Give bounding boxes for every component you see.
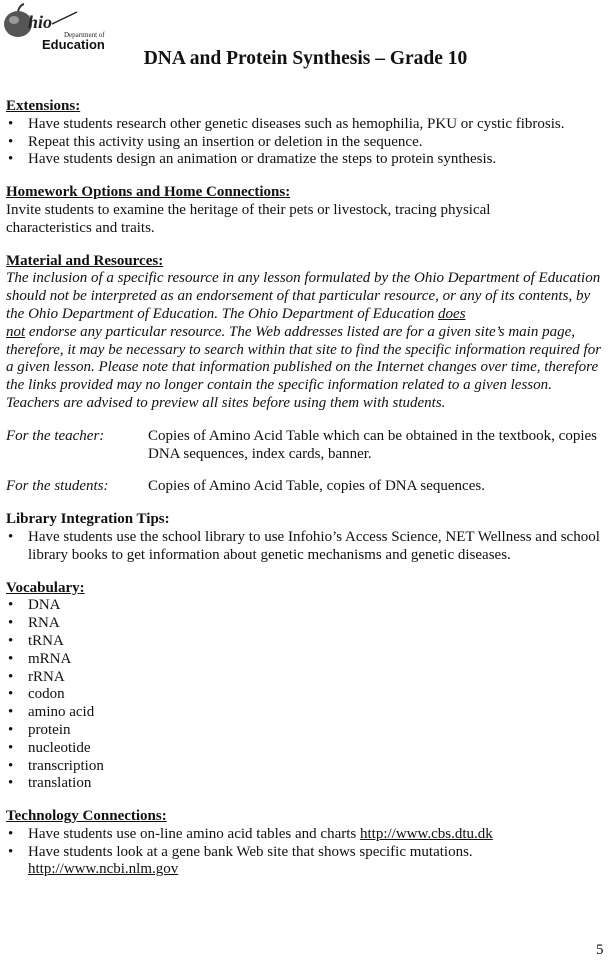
vocabulary-section: Vocabulary: • DNA • RNA • tRNA • mRNA • rRNA • codon • amino acid • protein • nucleotide • transcription • translation <box>6 580 606 794</box>
students-text: Copies of Amino Acid Table, copies of DNA sequences. <box>148 478 485 495</box>
vocabulary-item: • rRNA <box>6 669 606 687</box>
technology-section: Technology Connections: • Have students use on-line amino acid tables and charts http://www.cbs.dtu.dk • Have students look at a gene bank Web site that shows specific mutations. http://www.ncbi.nlm.gov <box>6 808 606 879</box>
student-materials <box>6 478 606 496</box>
svg-text:Education: Education <box>42 37 105 50</box>
homework-heading: Homework Options and Home Connections <box>6 184 286 201</box>
vocabulary-heading: Vocabulary <box>6 579 80 596</box>
students-label: For the students: <box>6 478 109 495</box>
svg-text:hio: hio <box>28 12 53 32</box>
library-section: Library Integration Tips: • Have students use the school library to use Infohio’s Access Science, NET Wellness and school library books to get information about genetic mechanisms and genetic diseases. <box>6 511 606 564</box>
svg-text:Department of: Department of <box>64 31 105 39</box>
vocabulary-item: • RNA <box>6 615 606 633</box>
library-heading: Library Integration Tips <box>6 511 165 528</box>
vocabulary-item: • transcription <box>6 758 606 776</box>
technology-heading: Technology Connections <box>6 808 162 825</box>
vocabulary-item: • translation <box>6 775 606 793</box>
homework-text: Invite students to examine the heritage of their pets or livestock, tracing physical characteristics and traits. <box>6 201 491 236</box>
extensions-heading: Extensions <box>6 98 76 114</box>
emphasis-does: does <box>438 305 466 322</box>
list-item <box>6 826 606 844</box>
list-item <box>6 844 606 880</box>
list-item: • Have students research other genetic diseases such as hemophilia, PKU or cystic fibrosis. <box>6 116 606 134</box>
teacher-label: For the teacher: <box>6 427 105 444</box>
vocabulary-item: • mRNA <box>6 651 606 669</box>
disclaimer-text: The inclusion of a specific resource in any lesson formulated by the Ohio Department of Education should not be interpreted as an endorsement of that particular resource, or any of its contents, by the Ohio Department of Education. The Ohio Department of Education <box>6 270 601 322</box>
materials-heading: Material and Resources <box>6 252 159 269</box>
cbs-link[interactable]: http://www.cbs.dtu.dk <box>360 825 493 842</box>
vocabulary-item: • amino acid <box>6 704 606 722</box>
item-text: Have students look at a gene bank Web site that shows specific mutations. <box>28 843 473 860</box>
disclaimer-text-cont: endorse any particular resource. The Web addresses listed are for a given site’s main page, therefore, it may be necessary to search within that site to find the specific information required for a given lesson. Please note that information published on the Internet changes over time, therefore the links provided may no longer contain the specific information related to a given lesson. Teachers are advised to preview all sites before using them with students. <box>6 323 602 411</box>
vocabulary-item: • tRNA <box>6 633 606 651</box>
ncbi-link[interactable]: http://www.ncbi.nlm.gov <box>28 861 179 878</box>
ohio-education-logo <box>2 2 117 50</box>
materials-section: Material and Resources: The inclusion of a specific resource in any lesson formulated by the Ohio Department of Education should not be interpreted as an endorsement of that particular resource, or any of its contents, by the Ohio Department of Education. The Ohio Department of Education does not endorse any particular resource. The Web addresses listed are for a given site’s main page, therefore, it may be necessary to search within that site to find the specific information required for a given lesson. Please note that information published on the Internet changes over time, therefore the links provided may no longer contain the specific information related to a given lesson. Teachers are advised to preview all sites before using them with students. <box>6 252 602 411</box>
homework-section: Homework Options and Home Connections: Invite students to examine the heritage of their pets or livestock, tracing physical characteristics and traits. <box>6 184 606 237</box>
vocabulary-item: • codon <box>6 686 606 704</box>
vocabulary-item: • DNA <box>6 597 606 615</box>
vocabulary-item: • nucleotide <box>6 740 606 758</box>
page-title: DNA and Protein Synthesis – Grade 10 <box>143 48 468 69</box>
vocabulary-item: • protein <box>6 722 606 740</box>
list-item: • Have students design an animation or dramatize the steps to protein synthesis. <box>6 151 606 169</box>
teacher-materials <box>6 428 606 464</box>
list-item: • Have students use the school library to use Infohio’s Access Science, NET Wellness and school library books to get information about genetic mechanisms and genetic diseases. <box>6 529 606 565</box>
page-number: 5 <box>596 942 604 958</box>
item-text: Have students use on-line amino acid tables and charts <box>28 825 360 842</box>
teacher-text: Copies of Amino Acid Table which can be obtained in the textbook, copies DNA sequences, index cards, banner. <box>148 427 597 462</box>
list-item: • Repeat this activity using an insertion or deletion in the sequence. <box>6 134 606 152</box>
emphasis-not: not <box>6 323 26 340</box>
extensions-section: Extensions: • Have students research other genetic diseases such as hemophilia, PKU or cystic fibrosis. • Repeat this activity using an insertion or deletion in the sequence. • Have students design an animation or dramatize the steps to protein synthesis. <box>6 98 606 169</box>
